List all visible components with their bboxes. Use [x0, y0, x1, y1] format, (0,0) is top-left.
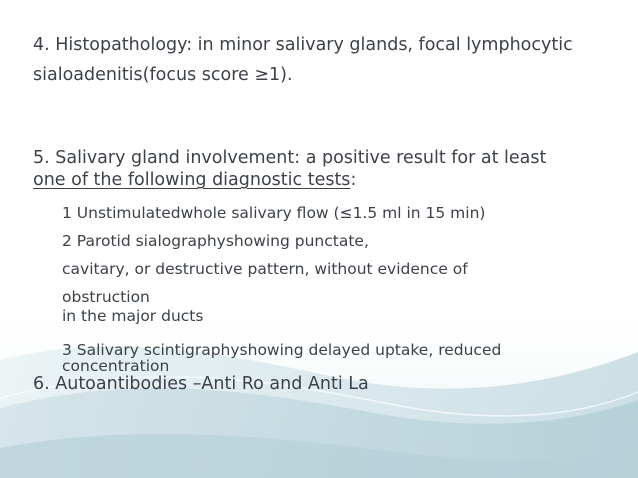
test2-line1: 2 Parotid sialographyshowing punctate, — [62, 232, 369, 250]
test2-line3: obstruction — [62, 288, 150, 306]
test2-line2: cavitary, or destructive pattern, without evidence of — [62, 260, 468, 278]
test3-line1: 3 Salivary scintigraphyshowing delayed uptake, reduced — [62, 341, 502, 359]
test1-text: 1 Unstimulatedwhole salivary flow (≤1.5 ml in 15 min) — [62, 204, 486, 222]
item5-colon: : — [350, 170, 357, 190]
item5-line1: 5. Salivary gland involvement: a positive result for at least — [33, 148, 547, 168]
item5-line2 — [33, 172, 356, 190]
item6-line1: 6. Autoantibodies –Anti Ro and Anti La — [33, 374, 369, 394]
item4-line1: 4. Histopathology: in minor salivary glands, focal lymphocytic — [33, 35, 573, 55]
item5-underlined-text: one of the following diagnostic tests — [33, 170, 351, 190]
test3-line2: concentration — [62, 357, 170, 375]
item4-line2: sialoadenitis(focus score ≥1). — [33, 65, 293, 85]
test2-line4: in the major ducts — [62, 307, 204, 325]
